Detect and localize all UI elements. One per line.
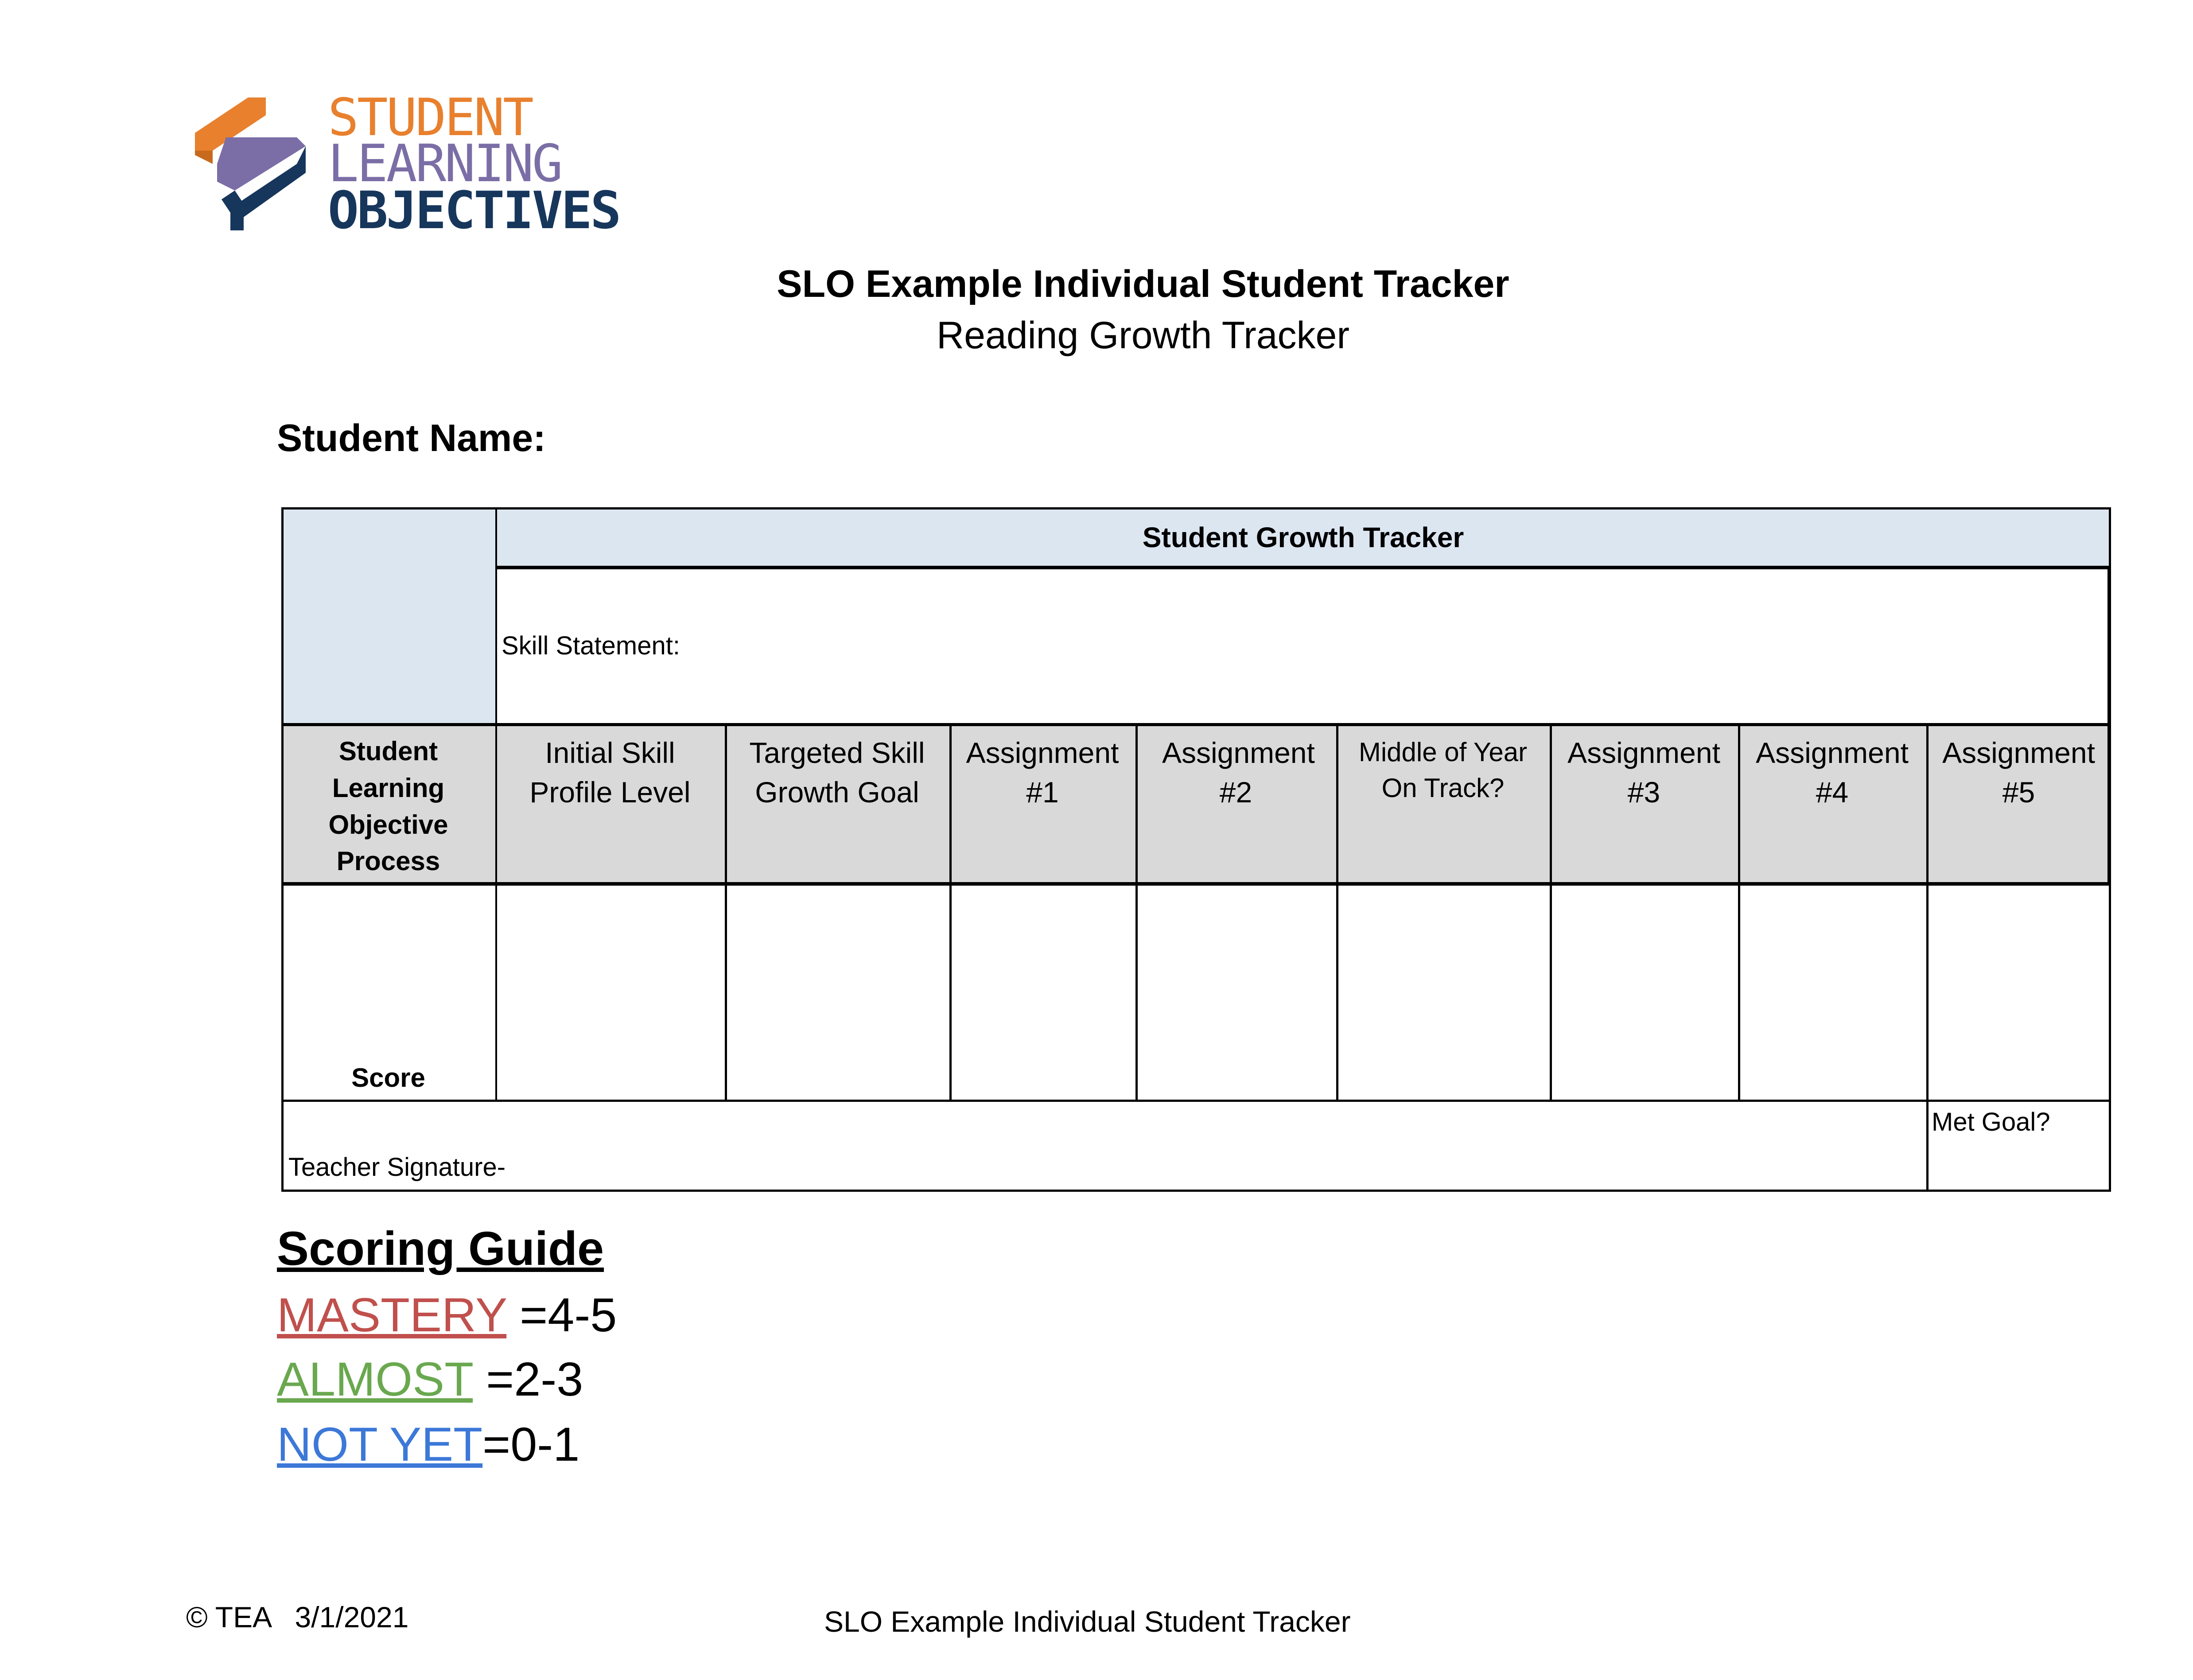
tracker-banner-title: Student Growth Tracker [1142,521,1464,553]
scoring-level-mastery [277,1287,617,1342]
col-header-initial-skill: Initial Skill Profile Level [529,736,691,809]
logo-word-student: STUDENT [328,88,532,148]
grid-line [281,1100,2111,1102]
col-header-middle-of-year: Middle of Year On Track? [1358,737,1528,803]
score-input-middle-of-year[interactable] [1336,884,1550,1101]
col-header-assignment-3: Assignment #3 [1567,736,1720,809]
met-goal-label: Met Goal? [1932,1108,2050,1136]
corner-cell [281,507,495,724]
logo-word-objectives: OBJECTIVES [328,181,620,241]
process-label-cell [281,724,495,884]
score-input-assignment-2[interactable] [1135,884,1336,1101]
document-title: SLO Example Individual Student Tracker [777,263,1509,305]
teacher-signature-field[interactable] [281,1101,1926,1192]
col-header-assignment-4: Assignment #4 [1756,736,1909,809]
col-header-assignment-2: Assignment #2 [1162,736,1315,809]
scoring-guide-title: Scoring Guide [277,1221,604,1275]
level-range-mastery: =4-5 [506,1288,617,1342]
score-input-assignment-1[interactable] [949,884,1135,1101]
grid-line [1550,724,1552,1101]
grid-line [949,724,952,1101]
grid-line [725,724,727,1101]
grid-line [281,882,2111,886]
grid-line [281,1190,2111,1192]
score-input-assignment-3[interactable] [1550,884,1738,1101]
score-input-initial-skill[interactable] [495,884,725,1101]
skill-statement-field[interactable] [495,567,2111,724]
student-name-label: Student Name: [277,417,546,459]
scoring-level-not-yet [277,1416,579,1472]
process-label: Student Learning Objective Process [328,736,448,876]
grid-line [1738,724,1740,1101]
col-header-assignment-5: Assignment #5 [1942,736,2095,809]
grid-line [281,507,284,1192]
scoring-level-almost [277,1351,583,1407]
grid-line [495,566,2111,569]
grid-line [281,723,2111,726]
level-label-not-yet: NOT YET [277,1417,483,1471]
level-range-not-yet: =0-1 [482,1417,580,1471]
score-input-targeted-goal[interactable] [725,884,949,1101]
score-label: Score [351,1063,425,1093]
document-subtitle: Reading Growth Tracker [936,314,1350,357]
footer-copyright: © TEA 3/1/2021 [186,1601,409,1633]
col-header-assignment-1: Assignment #1 [966,736,1119,809]
score-row-label-cell [281,884,495,1101]
slo-logo-mark-icon [195,97,319,230]
banner-cell [495,507,2111,567]
col-header-targeted-goal: Targeted Skill Growth Goal [749,736,925,809]
score-input-assignment-4[interactable] [1738,884,1926,1101]
met-goal-field[interactable] [1926,1101,2111,1192]
level-label-almost: ALMOST [277,1352,473,1406]
teacher-signature-label: Teacher Signature- [288,1153,506,1182]
grid-line [1336,724,1338,1101]
grid-line [281,507,2111,509]
logo-word-learning: LEARNING [328,134,561,194]
grid-line [1135,724,1138,1101]
level-range-almost: =2-3 [473,1352,583,1406]
grid-line [495,507,497,1101]
student-growth-tracker-table [281,507,2111,1192]
skill-statement-label: Skill Statement: [502,631,680,660]
footer-document-title: SLO Example Individual Student Tracker [824,1605,1351,1638]
level-label-mastery: MASTERY [277,1288,507,1342]
score-input-assignment-5[interactable] [1926,884,2111,1101]
grid-line [1926,724,1929,1192]
